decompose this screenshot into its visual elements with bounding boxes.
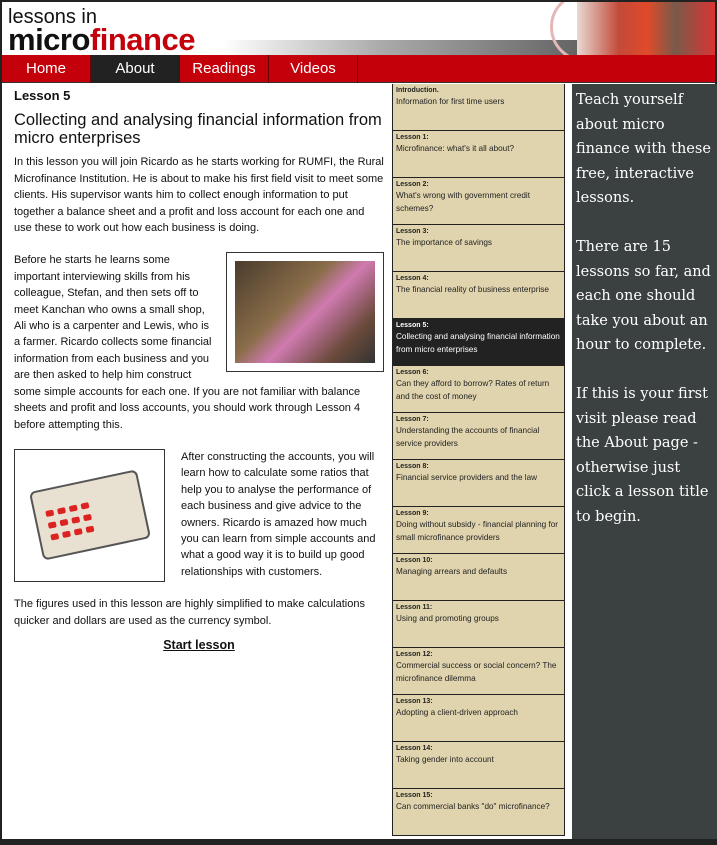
lesson-list-item[interactable] — [393, 554, 564, 601]
lesson-title: Doing without subsidy - financial planning for small microfinance providers — [396, 520, 559, 542]
lesson-list — [392, 84, 565, 836]
lesson-list-item[interactable] — [393, 601, 564, 648]
lesson-list-item[interactable] — [393, 131, 564, 178]
lesson-title: Collecting and analysing financial information from micro enterprises — [396, 332, 560, 354]
lesson-number: Lesson 13: — [396, 698, 433, 705]
lesson-list-item[interactable] — [393, 413, 564, 460]
lesson-number: Lesson 8: — [396, 463, 429, 470]
lesson-list-item[interactable] — [393, 178, 564, 225]
lesson-number: Lesson 15: — [396, 792, 433, 799]
info-text: Teach yourself about micro finance with these free, interactive lessons. — [576, 92, 711, 206]
info-text: If this is your first visit please read the About page - otherwise just click a lesson title to begin. — [576, 386, 709, 525]
lesson-title: Can they afford to borrow? Rates of return and the cost of money — [396, 379, 550, 401]
logo-line1: lessons in — [8, 6, 97, 28]
lesson-number: Lesson 12: — [396, 651, 433, 658]
lesson-list-item[interactable] — [393, 319, 564, 366]
lesson-title: What's wrong with government credit schemes? — [396, 191, 530, 213]
lesson-number: Lesson 7: — [396, 416, 429, 423]
nav-home[interactable]: Home — [2, 55, 91, 83]
lesson-number: Lesson 4: — [396, 275, 429, 282]
lesson-title: Information for first time users — [396, 97, 505, 106]
lesson-title: Managing arrears and defaults — [396, 567, 508, 576]
lesson-number: Lesson 2: — [396, 181, 429, 188]
lesson-number: Introduction. — [396, 87, 439, 94]
lesson-list-item[interactable] — [393, 507, 564, 554]
nav-about[interactable]: About — [91, 55, 180, 83]
start-lesson-link[interactable]: Start lesson — [163, 637, 235, 652]
footer-bar — [0, 839, 717, 845]
site-logo[interactable]: microfinance — [8, 22, 195, 55]
lesson-list-item[interactable] — [393, 84, 564, 131]
shopkeeper-photo — [226, 252, 384, 372]
lesson-title: Microfinance: what's it all about? — [396, 144, 515, 153]
lesson-title: Using and promoting groups — [396, 614, 499, 623]
nav-readings[interactable]: Readings — [180, 55, 269, 83]
paragraph: Before he starts he learns some important interviewing skills from his colleague, Stefan, and then sets off to meet Kanchan who owns a small shop, Ali who is a carpenter and Lewis, who is a farmer. Ricardo collects some financial information from each business and you are then asked to help him construct some simple accounts for each one. If you are not familiar with balance sheets and profit and loss accounts, you should work through Lesson 4 before attempting this. — [14, 254, 361, 431]
lesson-title: Taking gender into account — [396, 755, 494, 764]
lesson-list-item[interactable] — [393, 225, 564, 272]
lesson-list-item[interactable] — [393, 742, 564, 789]
lesson-number: Lesson 1: — [396, 134, 429, 141]
lesson-title: The importance of savings — [396, 238, 493, 247]
lesson-number: Lesson 3: — [396, 228, 429, 235]
header-photo — [577, 2, 715, 55]
lesson-number: Lesson 9: — [396, 510, 429, 517]
lesson-number: Lesson 14: — [396, 745, 433, 752]
lesson-list-item[interactable] — [393, 366, 564, 413]
lesson-title: The financial reality of business enterprise — [396, 285, 549, 294]
info-panel — [572, 84, 717, 845]
lesson-list-item[interactable] — [393, 695, 564, 742]
lesson-title: Understanding the accounts of financial service providers — [396, 426, 540, 448]
lesson-list-item[interactable] — [393, 460, 564, 507]
lesson-list-item[interactable] — [393, 272, 564, 319]
lesson-title: Adopting a client-driven approach — [396, 708, 518, 717]
paragraph: After constructing the accounts, you will learn how to calculate some ratios that help you to analyse the performance of each business and give advice to the owners. Ricardo is amazed how much you can learn from simple accounts and what a good way it is to build up good relationships with customers. — [181, 450, 376, 578]
lesson-list-item[interactable] — [393, 789, 564, 836]
calculator-illustration — [14, 449, 165, 582]
paragraph: The figures used in this lesson are highly simplified to make calculations quicker and dollars are used as the currency symbol. — [14, 598, 365, 627]
intro-paragraph: In this lesson you will join Ricardo as he starts working for RUMFI, the Rural Microfinance Institution. He is about to make his first field visit to meet some clients. His supervisor wants him to collect enough information to put together a balance sheet and a profit and loss account for each one and use these to work out how each business is doing. — [14, 156, 384, 235]
page-title: Collecting and analysing financial information from micro enterprises — [14, 111, 382, 148]
lesson-number: Lesson 5: — [396, 322, 429, 329]
lesson-list-item[interactable] — [393, 648, 564, 695]
lesson-number: Lesson 10: — [396, 557, 433, 564]
nav-videos[interactable]: Videos — [269, 55, 358, 83]
lesson-content — [14, 88, 384, 653]
main-nav — [2, 55, 715, 83]
lesson-label: Lesson 5 — [14, 88, 71, 103]
lesson-title: Can commercial banks "do" microfinance? — [396, 802, 550, 811]
info-text: There are 15 lessons so far, and each one should take you about an hour to complete. — [576, 239, 711, 353]
site-header — [2, 2, 715, 55]
lesson-number: Lesson 6: — [396, 369, 429, 376]
lesson-number: Lesson 11: — [396, 604, 433, 611]
lesson-title: Financial service providers and the law — [396, 473, 538, 482]
lesson-title: Commercial success or social concern? The microfinance dilemma — [396, 661, 557, 683]
